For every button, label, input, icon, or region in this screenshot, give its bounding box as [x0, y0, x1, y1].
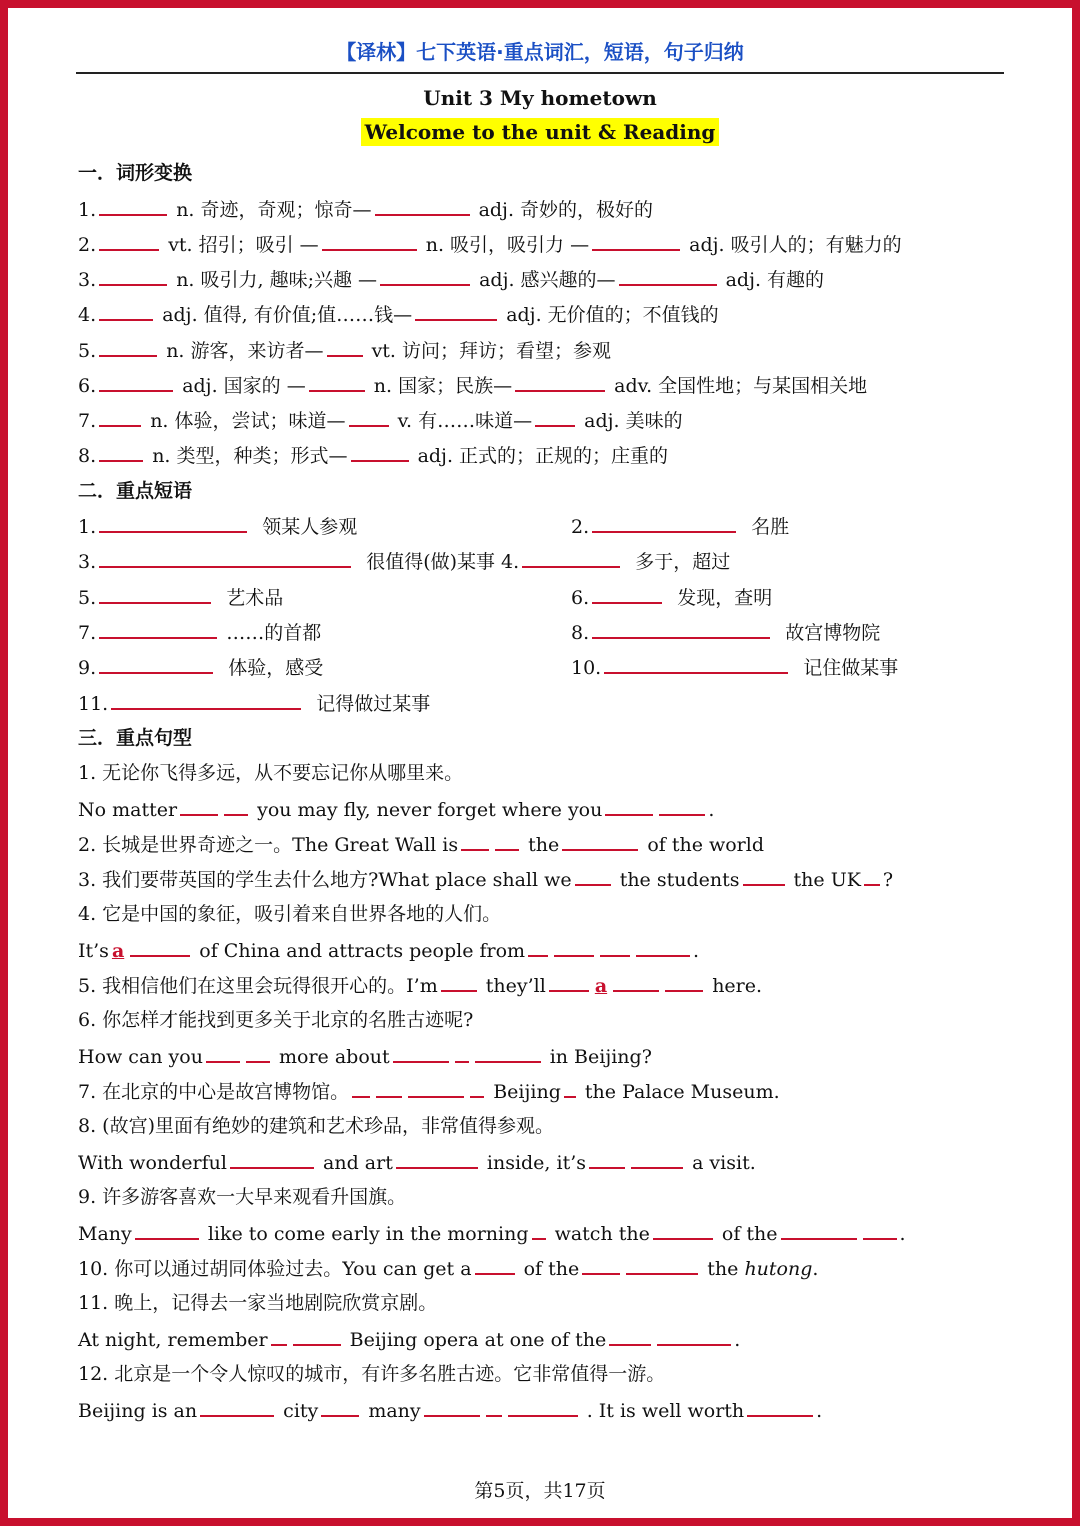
answer-a: a: [594, 975, 608, 997]
s1-item-4: 4. adj. 值得, 有价值;值……钱— adj. 无价值的；不值钱的: [78, 301, 719, 328]
s1-item-8: 8. n. 类型，种类；形式— adj. 正式的；正规的；庄重的: [78, 442, 668, 469]
s3-9-cn: 9. 许多游客喜欢一大早来观看升国旗。: [78, 1186, 407, 1208]
s3-1-cn: 1. 无论你飞得多远，从不要忘记你从哪里来。: [78, 762, 464, 784]
section2-heading: 二．重点短语: [78, 480, 193, 502]
s3-6-en: How can you more about in Beijing?: [78, 1043, 652, 1070]
s3-12-en: Beijing is an city many . It is well worth .: [78, 1397, 822, 1424]
s2-row-2: 3. 很值得(做)某事 4. 多于，超过: [78, 548, 730, 575]
s1-item-1: 1. n. 奇迹，奇观；惊奇— adj. 奇妙的，极好的: [78, 196, 653, 223]
s3-8-en: With wonderful and art inside, it’s a visit.: [78, 1149, 756, 1176]
s1-item-3: 3. n. 吸引力, 趣味;兴趣 — adj. 感兴趣的— adj. 有趣的: [78, 266, 824, 293]
unit-title: Unit 3 My hometown: [423, 86, 657, 110]
s3-4-cn: 4. 它是中国的象征，吸引着来自世界各地的人们。: [78, 903, 502, 925]
page-header: 【译林】七下英语·重点词汇，短语，句子归纳: [336, 40, 744, 64]
s3-12-cn: 12. 北京是一个令人惊叹的城市，有许多名胜古迹。它非常值得一游。: [78, 1363, 666, 1385]
unit-subtitle: Welcome to the unit & Reading: [361, 118, 720, 146]
s3-5: 5. 我相信他们在这里会玩得很开心的。I’m they’ll a here.: [78, 972, 762, 999]
s3-11-en: At night, remember Beijing opera at one of the .: [78, 1326, 740, 1353]
s1-item-7: 7. n. 体验，尝试；味道— v. 有……味道— adj. 美味的: [78, 407, 683, 434]
section1-heading: 一．词形变换: [78, 162, 193, 184]
s1-item-6: 6. adj. 国家的 — n. 国家；民族— adv. 全国性地；与某国相关地: [78, 372, 867, 399]
header-rule: [76, 72, 1004, 74]
s3-6-cn: 6. 你怎样才能找到更多关于北京的名胜古迹呢?: [78, 1009, 474, 1031]
s3-7: 7. 在北京的中心是故宫博物馆。 Beijing the Palace Museum.: [78, 1078, 780, 1105]
s2-row-4: 7. ……的首都 8. 故宫博物院: [78, 619, 321, 646]
s3-2: 2. 长城是世界奇迹之一。The Great Wall is the of the world: [78, 831, 764, 858]
page-footer: 第5页，共17页: [474, 1480, 606, 1502]
s3-3: 3. 我们要带英国的学生去什么地方?What place shall we the students the UK ?: [78, 866, 893, 893]
s3-9-en: Many like to come early in the morning watch the of the .: [78, 1220, 906, 1247]
section3-heading: 三．重点句型: [78, 727, 193, 749]
s2-row-5: 9. 体验，感受 10. 记住做某事: [78, 654, 323, 681]
s3-8-cn: 8. (故宫)里面有绝妙的建筑和艺术珍品，非常值得参观。: [78, 1115, 554, 1137]
s3-10: 10. 你可以通过胡同体验过去。You can get a of the the hutong.: [78, 1255, 818, 1282]
s3-11-cn: 11. 晚上，记得去一家当地剧院欣赏京剧。: [78, 1292, 438, 1314]
s1-item-5: 5. n. 游客，来访者— vt. 访问；拜访；看望；参观: [78, 337, 611, 364]
s1-item-2: 2. vt. 招引；吸引 — n. 吸引，吸引力 — adj. 吸引人的；有魅力的: [78, 231, 902, 258]
s2-row-6: 11. 记得做过某事: [78, 690, 430, 717]
answer-a: a: [111, 940, 125, 962]
s3-1-en: No matter you may fly, never forget where you .: [78, 796, 714, 823]
s2-row-3: 5. 艺术品 6. 发现，查明: [78, 584, 283, 611]
s3-4-en: It’s a of China and attracts people from .: [78, 937, 699, 964]
s2-row-1: 1. 领某人参观 2. 名胜: [78, 513, 357, 540]
